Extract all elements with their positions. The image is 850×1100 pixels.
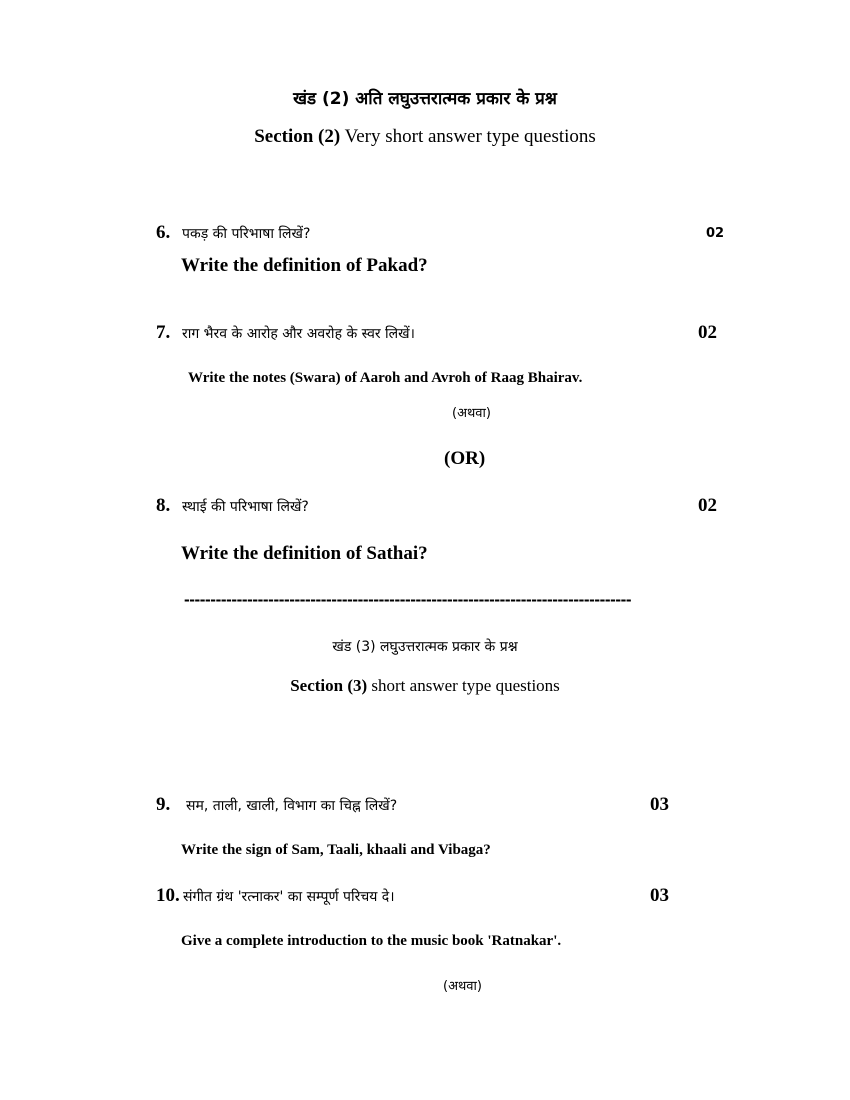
section-2-heading-hindi: खंड (2) अति लघुउत्तरात्मक प्रकार के प्रश्न (293, 89, 557, 109)
question-8-marks: 02 (698, 495, 717, 516)
question-9-marks: 03 (650, 794, 669, 815)
question-6-text-hindi: पकड़ की परिभाषा लिखें? (182, 226, 311, 242)
section-2-label: Section (2) (254, 126, 341, 147)
question-7-number: 7. (156, 322, 171, 343)
question-7-text-hindi: राग भैरव के आरोह और अवरोह के स्वर लिखें। (182, 326, 415, 342)
question-9-text-hindi: सम, ताली, खाली, विभाग का चिह्न लिखें? (186, 798, 398, 814)
or-label-english: (OR) (444, 448, 486, 469)
or-label-hindi: (अथवा) (452, 406, 491, 421)
question-7-marks: 02 (698, 322, 717, 343)
section-2-heading-english (0, 126, 850, 148)
question-8-text-english: Write the definition of Sathai? (181, 543, 428, 564)
question-6-text-english: Write the definition of Pakad? (181, 255, 428, 276)
section-2-title: Very short answer type questions (340, 126, 596, 147)
section-3-label: Section (3) (290, 676, 368, 695)
question-10-marks: 03 (650, 885, 669, 906)
question-10-text-hindi: संगीत ग्रंथ 'रत्नाकर' का सम्पूर्ण परिचय दे। (183, 889, 395, 905)
question-9-text-english: Write the sign of Sam, Taali, khaali and Vibaga? (181, 842, 491, 858)
question-10-text-english: Give a complete introduction to the music book 'Ratnakar'. (181, 933, 562, 949)
question-6-marks: 02 (706, 226, 725, 241)
question-8-number: 8. (156, 495, 171, 516)
question-7-text-english: Write the notes (Swara) of Aaroh and Avroh of Raag Bhairav. (188, 370, 583, 386)
section-3-title: short answer type questions (367, 676, 560, 695)
section-3-heading-hindi: खंड (3) लघुउत्तरात्मक प्रकार के प्रश्न (332, 639, 518, 655)
or-label-hindi-bottom: (अथवा) (443, 979, 482, 994)
question-9-number: 9. (156, 794, 171, 815)
section-3-heading-english (0, 676, 850, 696)
section-divider: ------------------------------------------------------------------------------------- (184, 590, 632, 609)
question-6-number: 6. (156, 222, 171, 243)
question-8-text-hindi: स्थाई की परिभाषा लिखें? (182, 499, 309, 515)
question-10-number: 10. (156, 885, 180, 906)
